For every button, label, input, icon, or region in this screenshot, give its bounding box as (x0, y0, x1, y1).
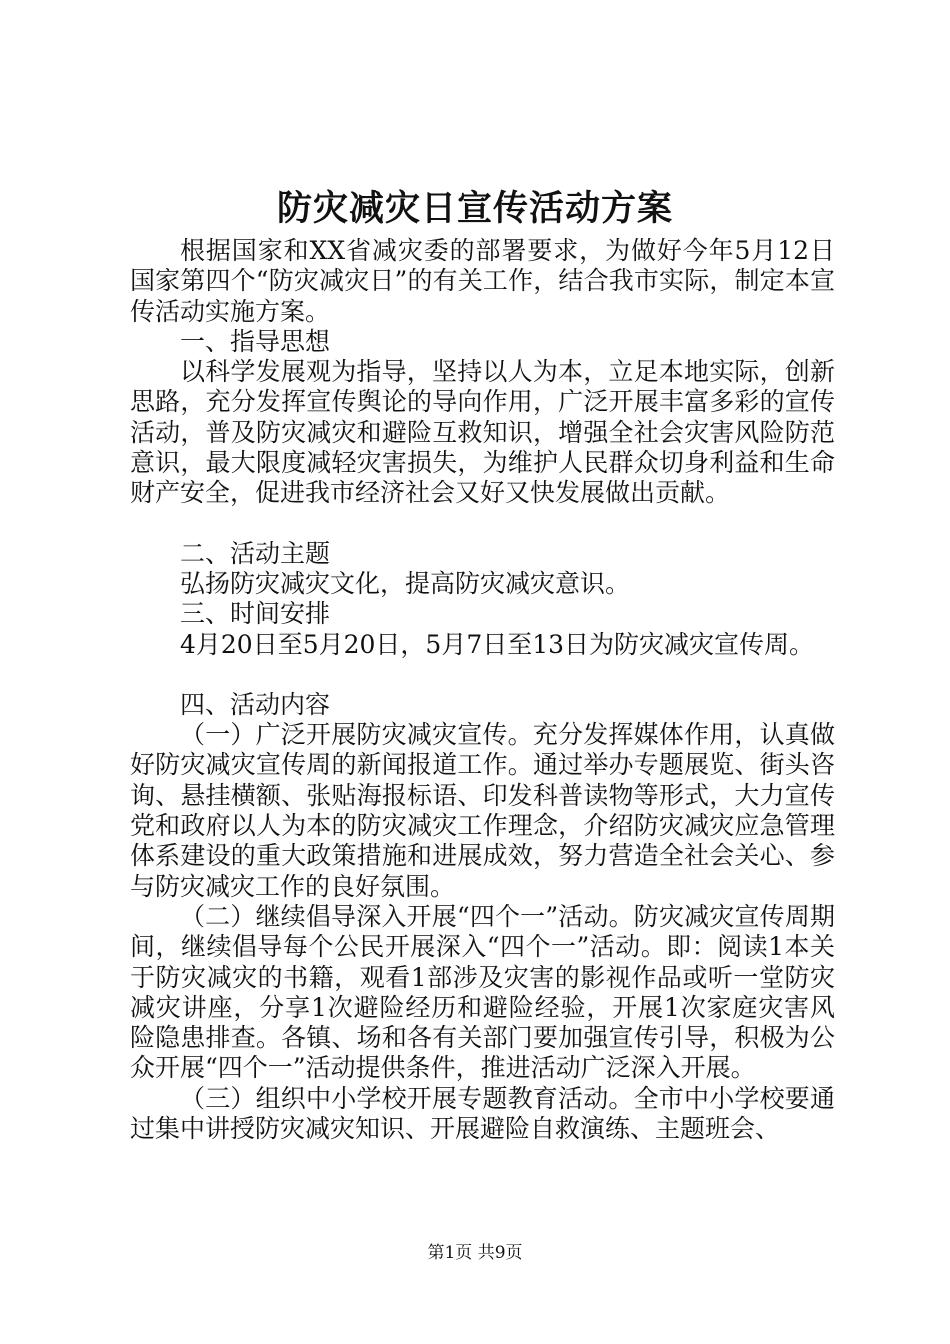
paragraph-spacer (130, 509, 835, 539)
activity-item-2: （二）继续倡导深入开展“四个一”活动。防灾减灾宣传周期间，继续倡导每个公民开展深入“四个一”活动。即：阅读1本关于防灾减灾的书籍，观看1部涉及灾害的影视作品或听一堂防灾减灾讲座，分享1次避险经历和避险经验，开展1次家庭灾害风险隐患排查。各镇、场和各有关部门要加强宣传引导，积极为公众开展“四个一”活动提供条件，推进活动广泛深入开展。 (130, 901, 835, 1083)
activity-theme-paragraph: 弘扬防灾减灾文化，提高防灾减灾意识。 (180, 568, 631, 598)
guiding-ideology-paragraph: 以科学发展观为指导，坚持以人为本，立足本地实际，创新思路，充分发挥宣传舆论的导向作用，广泛开展丰富多彩的宣传活动，普及防灾减灾和避险互救知识，增强全社会灾害风险防范意识，最大限度减轻灾害损失，为维护人民群众切身利益和生命财产安全，促进我市经济社会又好又快发展做出贡献。 (130, 357, 835, 508)
section-heading-activity-content: 四、活动内容 (180, 689, 331, 719)
page-footer: 第1页 共9页 (427, 1243, 523, 1263)
section-heading-guiding-ideology: 一、指导思想 (180, 326, 331, 356)
paragraph-spacer (130, 660, 835, 690)
document-body (130, 236, 835, 1144)
section-heading-schedule: 三、时间安排 (180, 599, 331, 629)
intro-paragraph: 根据国家和XX省减灾委的部署要求，为做好今年5月12日国家第四个“防灾减灾日”的有关工作，结合我市实际，制定本宣传活动实施方案。 (130, 236, 835, 326)
activity-item-1: （一）广泛开展防灾减灾宣传。充分发挥媒体作用，认真做好防灾减灾宣传周的新闻报道工作。通过举办专题展览、街头咨询、悬挂横额、张贴海报标语、印发科普读物等形式，大力宣传党和政府以人为本的防灾减灾工作理念，介绍防灾减灾应急管理体系建设的重大政策措施和进展成效，努力营造全社会关心、参与防灾减灾工作的良好氛围。 (130, 720, 835, 901)
section-heading-activity-theme: 二、活动主题 (180, 538, 331, 568)
schedule-paragraph: 4月20日至5月20日，5月7日至13日为防灾减灾宣传周。 (180, 629, 815, 659)
activity-item-3: （三）组织中小学校开展专题教育活动。全市中小学校要通过集中讲授防灾减灾知识、开展避险自救演练、主题班会、 (130, 1083, 835, 1144)
document-title: 防灾减灾日宣传活动方案 (276, 188, 673, 229)
